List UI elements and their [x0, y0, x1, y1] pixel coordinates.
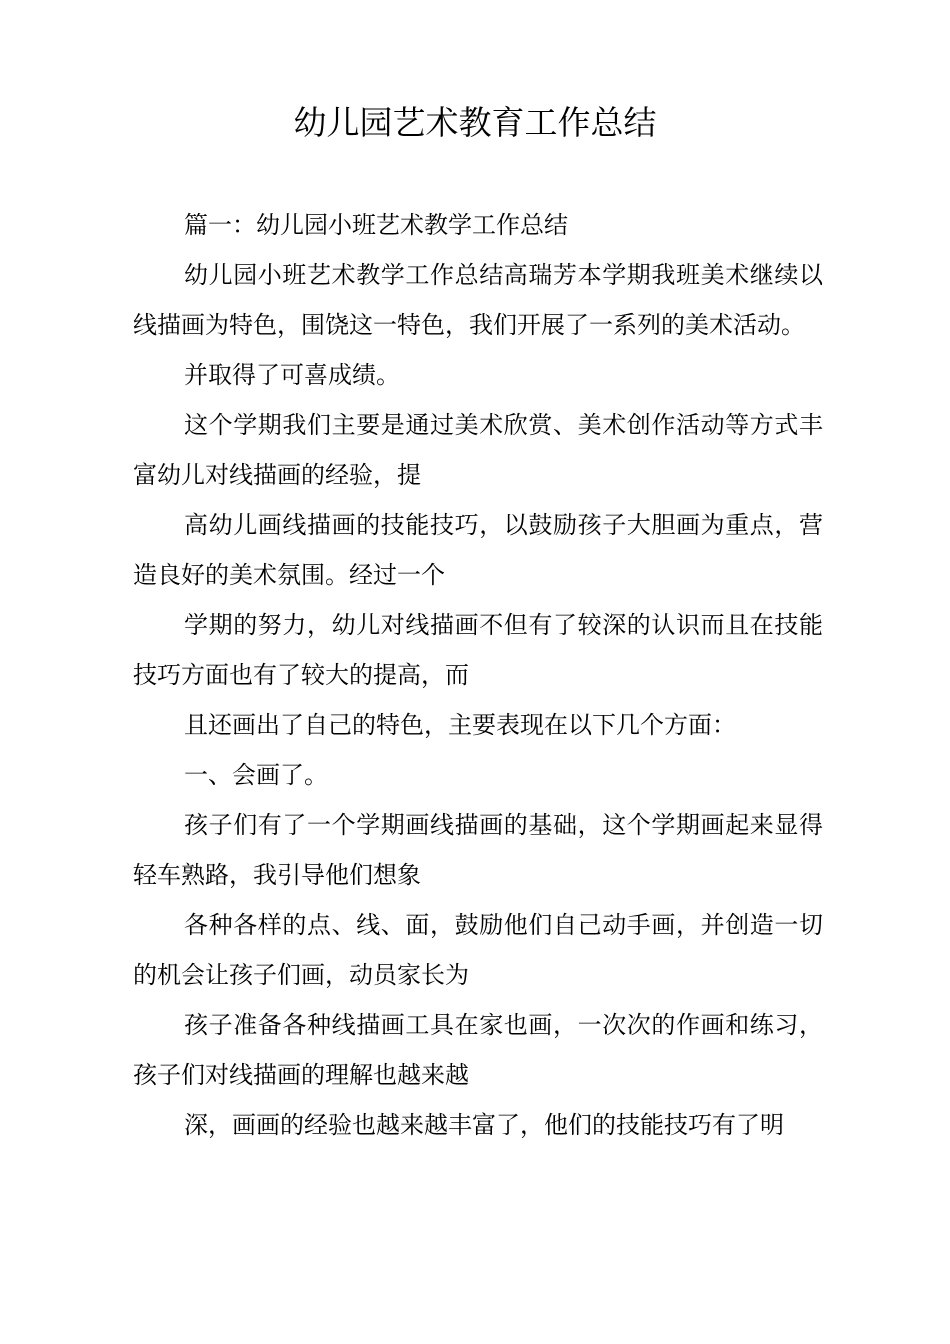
paragraph: 并取得了可喜成绩。	[184, 361, 400, 389]
paragraph: 各种各样的点、线、面，鼓励他们自己动手画，并创造一切的机会让孩子们画，动员家长为	[133, 911, 823, 989]
document-body	[133, 200, 823, 1150]
paragraph: 高幼儿画线描画的技能技巧，以鼓励孩子大胆画为重点，营造良好的美术氛围。经过一个	[133, 511, 823, 589]
paragraph: 篇一：幼儿园小班艺术教学工作总结	[184, 211, 568, 239]
paragraph: 这个学期我们主要是通过美术欣赏、美术创作活动等方式丰富幼儿对线描画的经验，提	[133, 411, 823, 489]
paragraph: 深，画画的经验也越来越丰富了，他们的技能技巧有了明	[184, 1111, 784, 1139]
paragraph: 孩子准备各种线描画工具在家也画，一次次的作画和练习，孩子们对线描画的理解也越来越	[133, 1011, 823, 1089]
paragraph: 孩子们有了一个学期画线描画的基础，这个学期画起来显得轻车熟路，我引导他们想象	[133, 811, 823, 889]
paragraph: 幼儿园小班艺术教学工作总结高瑞芳本学期我班美术继续以线描画为特色，围饶这一特色，我们开展了一系列的美术活动。	[133, 261, 823, 339]
document-title: 幼儿园艺术教育工作总结	[293, 103, 657, 142]
paragraph: 且还画出了自己的特色，主要表现在以下几个方面：	[184, 711, 736, 739]
paragraph: 学期的努力，幼儿对线描画不但有了较深的认识而且在技能技巧方面也有了较大的提高，而	[133, 611, 823, 689]
paragraph: 一、会画了。	[184, 761, 328, 789]
